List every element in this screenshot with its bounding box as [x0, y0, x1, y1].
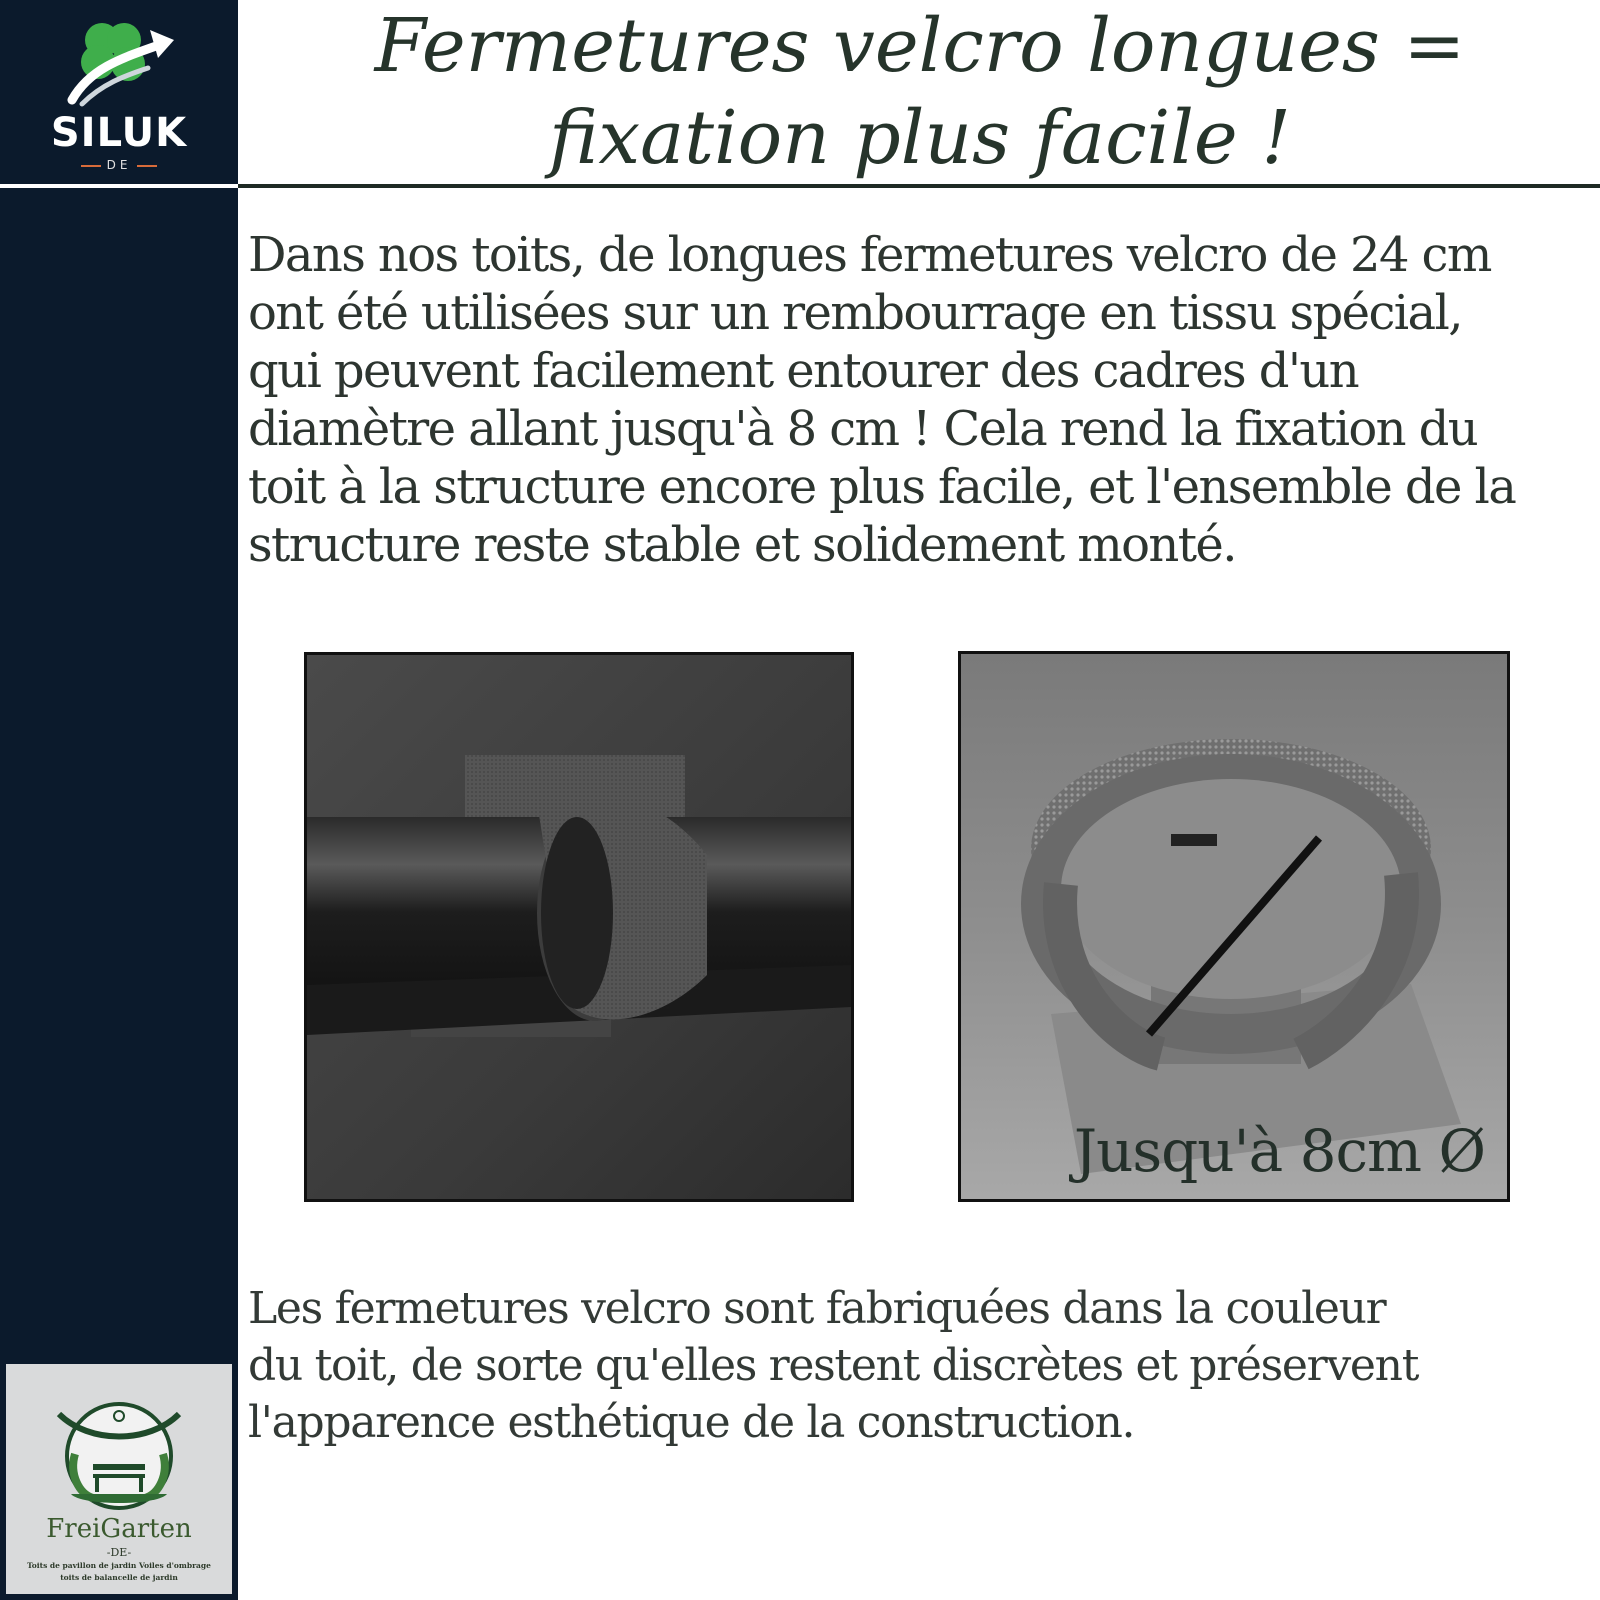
- freigarten-logo: [6, 1364, 232, 1594]
- partner-tagline-line: toits de balancelle de jardin: [60, 1573, 178, 1582]
- paragraph-line: toit à la structure encore plus facile, et l'ensemble de la: [248, 459, 1516, 515]
- title-line-1: Fermetures velcro longues =: [374, 3, 1466, 89]
- partner-suffix: -DE-: [106, 1546, 132, 1559]
- sidebar-divider: [0, 184, 238, 188]
- partner-tagline-line: Toits de pavillon de jardin Voiles d'ombrage: [27, 1561, 211, 1570]
- paragraph-line: Les fermetures velcro sont fabriquées dans la couleur: [248, 1283, 1386, 1334]
- left-sidebar: [0, 0, 238, 1600]
- paragraph-line: du toit, de sorte qu'elles restent discrètes et préservent: [248, 1340, 1419, 1391]
- garden-bench-icon: [49, 1394, 189, 1512]
- diameter-caption: Jusqu'à 8cm Ø: [1073, 1117, 1485, 1185]
- title-divider: [238, 184, 1600, 188]
- partner-tagline: [10, 1560, 228, 1584]
- clover-arrow-icon: [62, 18, 176, 108]
- paragraph-line: qui peuvent facilement entourer des cadres d'un: [248, 343, 1359, 399]
- brand-suffix: DE: [0, 158, 238, 172]
- color-paragraph: [248, 1280, 1568, 1451]
- paragraph-line: diamètre allant jusqu'à 8 cm ! Cela rend la fixation du: [248, 401, 1478, 457]
- velcro-loop-diameter-photo: [958, 651, 1510, 1202]
- page-title: [240, 0, 1600, 184]
- paragraph-line: Dans nos toits, de longues fermetures velcro de 24 cm: [248, 227, 1491, 283]
- paragraph-line: l'apparence esthétique de la construction.: [248, 1397, 1135, 1448]
- paragraph-line: ont été utilisées sur un rembourrage en tissu spécial,: [248, 285, 1462, 341]
- brand-name: SILUK: [50, 110, 188, 156]
- velcro-on-frame-photo: [304, 652, 854, 1202]
- siluk-logo: [0, 0, 238, 184]
- intro-paragraph: [248, 226, 1568, 574]
- partner-name: FreiGarten: [46, 1514, 192, 1544]
- title-line-2: fixation plus facile !: [549, 95, 1291, 181]
- paragraph-line: structure reste stable et solidement monté.: [248, 517, 1236, 573]
